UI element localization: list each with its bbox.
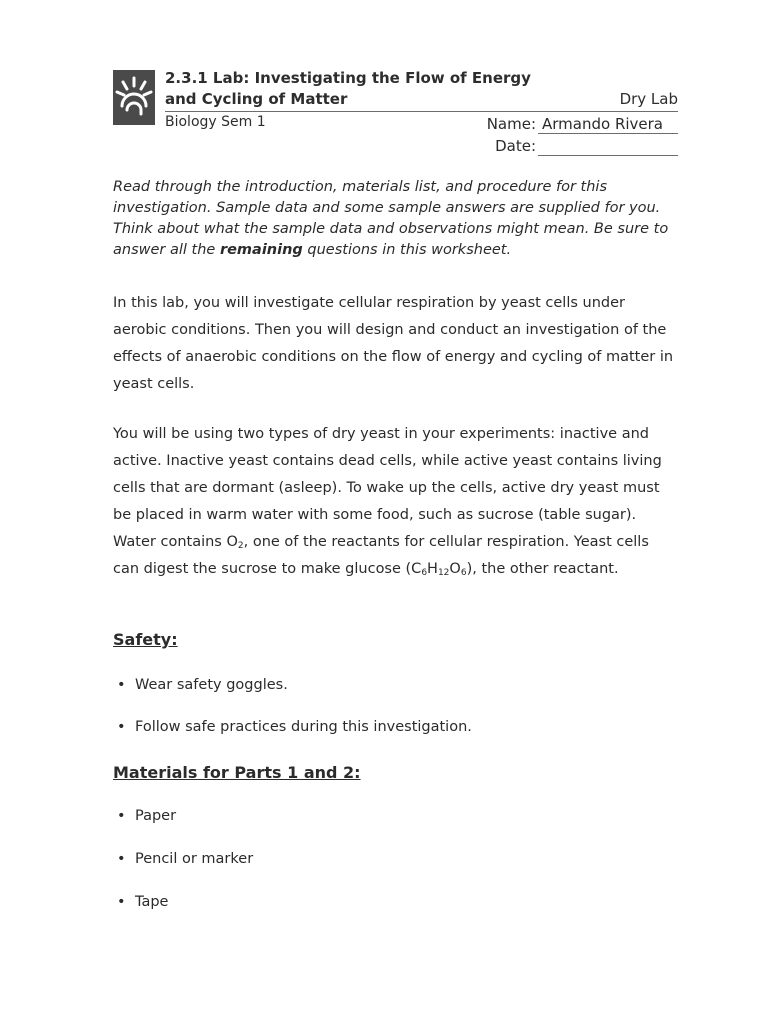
list-item: • Follow safe practices during this investigation.: [113, 719, 678, 761]
page-title: [165, 68, 531, 110]
list-item: • Pencil or marker: [113, 851, 678, 894]
materials-heading: Materials for Parts 1 and 2:: [113, 763, 361, 782]
sun-logo-icon: [113, 70, 155, 125]
paragraph-2-text-a: You will be using two types of dry yeast in your experiments: inactive and active. Inactive yeast contains dead cells, while active yeast contains living cells that are dormant (asleep). To wake up the cells, active dry yeast must be placed in warm water with some food, such as sucrose (table sugar). Water contains O: [113, 426, 662, 550]
h-subscript: 12: [437, 568, 450, 578]
h-symbol: H: [427, 561, 438, 577]
list-item: • Wear safety goggles.: [113, 677, 678, 719]
intro-paragraph-2: [113, 421, 678, 583]
instructions-text: [113, 177, 678, 261]
date-field-row: [495, 136, 678, 156]
date-label: Date:: [495, 137, 536, 155]
paragraph-2-text-b: , one of the reactants for cellular respiration. Yeast cells can digest the sucrose to make glucose (C: [113, 534, 649, 577]
title-line-1: 2.3.1 Lab: Investigating the Flow of Energy: [165, 69, 531, 87]
list-item: • Paper: [113, 808, 678, 851]
safety-heading: Safety:: [113, 630, 178, 649]
lab-type-label: Dry Lab: [619, 90, 678, 108]
date-field[interactable]: [538, 136, 678, 156]
name-field[interactable]: Armando Rivera: [538, 114, 678, 134]
c-subscript: 6: [421, 568, 428, 578]
intro-paragraph-1: In this lab, you will investigate cellular respiration by yeast cells under aerobic conditions. Then you will design and conduct an investigation of the effects of anaerobic conditions on the flow of energy and cycling of matter in yeast cells.: [113, 295, 674, 392]
course-label: Biology Sem 1: [165, 114, 266, 130]
o-subscript: 6: [460, 568, 467, 578]
worksheet-header: [113, 68, 678, 168]
instructions-part-2: questions in this worksheet.: [302, 242, 512, 258]
safety-list: [113, 677, 678, 761]
paragraph-2-text-end: ), the other reactant.: [466, 561, 619, 577]
list-item: • Tape: [113, 894, 678, 937]
title-line-2: and Cycling of Matter: [165, 90, 348, 108]
o-symbol: O: [449, 561, 461, 577]
instructions-part-1: Read through the introduction, materials list, and procedure for this investigation. Sample data and some sample answers are supplied for you. Think about what the sample data and observations might mean. Be sure to answer all the: [113, 179, 669, 258]
instructions-emphasis: remaining: [219, 242, 303, 258]
o2-subscript: 2: [237, 541, 244, 551]
name-label: Name:: [486, 115, 536, 133]
name-field-row: [487, 114, 678, 134]
materials-list: [113, 808, 678, 937]
